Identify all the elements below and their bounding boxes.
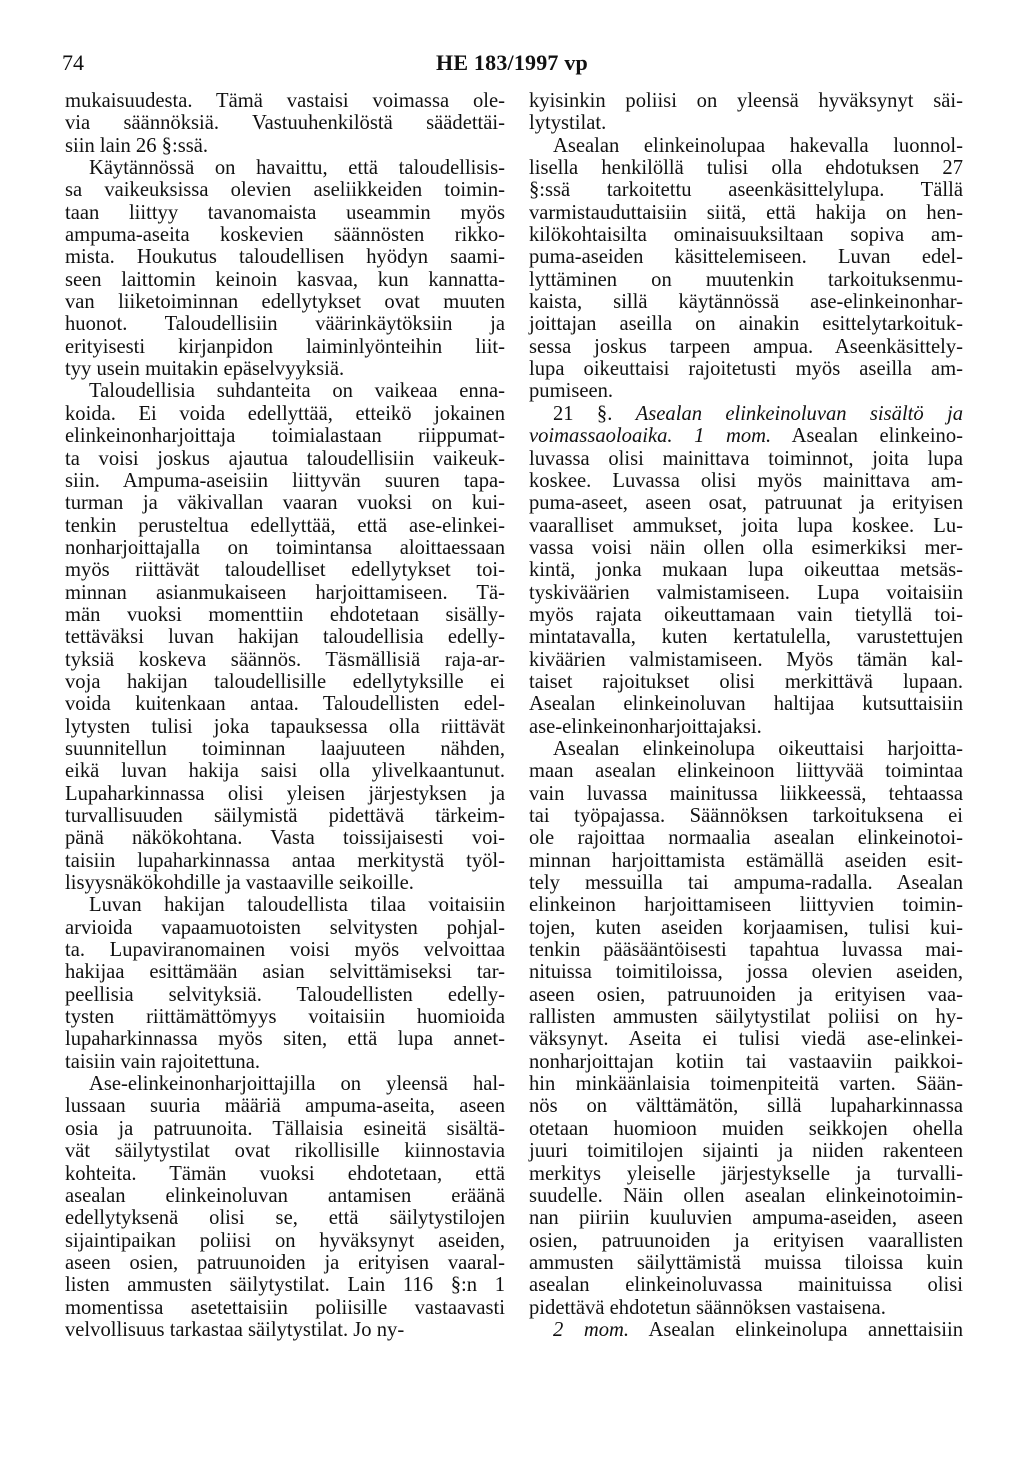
text-line: osien, patruunoiden ja erityisen vaarallisten [529,1229,963,1252]
text-line: tysten riittämättömyys voitaisiin huomioida [65,1006,505,1029]
text-line: pänä näkökohtana. Vasta toissijaisesti voi- [65,827,505,850]
text-line: turvallisuuden säilymistä pidettävä tärkeim- [65,805,505,827]
text-line: ta. Lupaviranomainen voisi myös velvoittaa [65,939,505,962]
moment-text: Asealan elinkeinolupa annettaisiin [648,1318,963,1341]
text-line: seen laittomin keinoin kasvaa, kun kannatta- [65,268,505,291]
text-line: taisiin lupaharkinnassa antaa merkitystä työl- [65,849,505,872]
text-line: sessa joskus tarpeen ampua. Aseenkäsittely- [529,335,963,358]
text-line: joittajan aseilla on ainakin esittelytarkoituk- [529,313,963,336]
text-line: myös rajata oikeuttamaan vain tietyllä toi- [529,603,963,626]
text-line: nituissa toimitiloissa, jossa olevien aseiden, [529,961,963,984]
moment-label: 2 mom. [553,1318,630,1341]
text-line: Käytännössä on havaittu, että taloudellisis- [89,157,505,180]
text-line: nonharjoittajalla on toimintansa aloittaessaan [65,536,505,559]
text-line: minnan asianmukaiseen harjoittamiseen. Tä- [65,581,505,604]
text-line: puma-aseiden käsittelemiseen. Luvan edel- [529,246,963,269]
text-line: Luvan hakijan taloudellista tilaa voitaisiin [89,894,505,917]
text-line: maan asealan elinkeinoon liittyvää toimintaa [529,760,963,783]
text-line: kyisinkin poliisi on yleensä hyväksynyt säi- [529,90,963,112]
text-line: taan liittyy tavanomaista useammin myös [65,201,505,224]
moment-label: 1 mom. [694,425,772,448]
text-line: tojen, kuten aseiden korjaamisen, tulisi kui- [529,916,963,939]
text-line: osia ja patruunoita. Tällaisia esineitä sisältä- [65,1117,505,1140]
text-line: lisyysnäkökohdille ja vastaaville seikoille. [65,872,414,895]
text-line: kohteita. Tämän vuoksi ehdotetaan, että [65,1162,505,1185]
text-line: sijaintipaikan poliisi on hyväksynyt aseiden, [65,1229,505,1252]
text-line: taisiin vain rajoitettuna. [65,1050,261,1073]
text-line: lupa oikeuttaisi rajoitetusti myös aseilla am- [529,358,963,381]
text-line: kintä, jonka mukaan lupa oikeuttaa metsäs- [529,559,963,582]
text-line: asealan elinkeinoluvan antamisen eräänä [65,1184,505,1207]
text-line: via säännöksiä. Vastuuhenkilöstä säädettäi- [65,112,505,135]
section-heading-line [529,403,963,425]
text-line: pidettävä ehdotetun säännöksen vastaisena. [529,1296,886,1319]
text-line: listen ammusten säilytystilat. Lain 116 §:n 1 [65,1274,505,1297]
text-line: juuri toimitilojen sijainti ja niiden rakenteen [529,1140,963,1163]
text-line: tyksiä koskeva säännös. Täsmällisiä raja-ar- [65,648,505,671]
text-line: merkitys yleiselle järjestykselle ja turvalli- [529,1162,963,1185]
text-line: voja hakijan taloudellisille edellytyksille ei [65,670,505,693]
text-line: hakijaa esittämään asian selvittämiseksi tar- [65,961,505,984]
text-line: taiset rajoitukset olisi merkittävä lupaan. [529,670,963,693]
text-line: suudelle. Näin ollen asealan elinkeinotoimin- [529,1184,963,1207]
text-line: pumiseen. [529,380,614,403]
text-line: nan piiriin kuuluvien ampuma-aseiden, aseen [529,1207,963,1230]
text-line: lytysten tulisi joka tapauksessa olla riittävät [65,715,505,738]
text-line: vaaralliset ammukset, joita lupa koskee. Lu- [529,514,963,537]
text-line: vät säilytystilat ovat rikollisille kiinnostavia [65,1140,505,1163]
text-line: voida kuitenkaan antaa. Taloudellisten edel- [65,693,505,716]
section-title-continued: voimassaoloaika. [529,425,673,448]
text-line: velvollisuus tarkastaa säilytystilat. Jo ny- [65,1318,405,1341]
text-line: tely messuilla tai ampuma-radalla. Asealan [529,872,963,895]
section-title: Asealan elinkeinoluvan sisältö ja [635,402,964,425]
text-line: asealan elinkeinoluvassa mainituissa olisi [529,1274,963,1297]
text-line: tyy usein muitakin epäselvyyksiä. [65,358,345,381]
text-line: suunnitellun toiminnan laajuuteen nähden, [65,737,505,760]
text-line: erityisesti kirjanpidon laiminlyönteihin liit- [65,335,505,358]
text-line: Asealan elinkeinoluvan haltijaa kutsuttaisiin [529,693,963,716]
text-line: edellytyksenä olisi se, että säilytystilojen [65,1207,505,1230]
text-line: luvassa olisi mainittava toiminnot, joita lupa [529,447,963,470]
text-line: lussaan suuria määriä ampuma-aseita, aseen [65,1095,505,1118]
text-line: tai työpajassa. Säännöksen tarkoituksena ei [529,805,963,827]
text-line: aseen osien, patruunoiden ja erityisen vaaral- [65,1251,505,1274]
moment-text: Asealan elinkeino- [791,425,964,448]
text-line: mista. Houkutus taloudellisen hyödyn saami- [65,246,505,269]
text-line: otetaan huomioon muiden seikkojen ohella [529,1117,963,1140]
section-heading-line [529,425,963,447]
text-line: vassa voisi näin ollen olla esimerkiksi mer- [529,536,963,559]
text-line: van liiketoiminnan edellytykset ovat muuten [65,291,505,314]
text-line: turman ja väkivallan vaaran vuoksi on kui- [65,492,505,515]
text-line: lupaharkinnassa myös siten, että lupa annet- [65,1028,505,1051]
text-line: kilökohtaisilta ominaisuuksiltaan sopiva am- [529,224,963,247]
text-line: män vuoksi momenttiin ehdotetaan sisälly- [65,603,505,626]
text-line: Lupaharkinnassa olisi yleisen järjestyksen ja [65,782,505,805]
text-line: lisella henkilöllä tulisi olla ehdotuksen 27 [529,157,963,180]
text-line: siin. Ampuma-aseisiin liittyvän suuren tapa- [65,469,505,492]
text-line: rallisten ammusten säilytystilat poliisi on hy- [529,1006,963,1029]
text-line: tenkin pääsääntöisesti tapahtua luvassa mai- [529,939,963,962]
text-line: hin minkäänlaisia toimenpiteitä varten. Sään- [529,1073,963,1096]
text-line: koskee. Luvassa olisi myös mainittava am- [529,469,963,492]
section-number: 21 §. [553,402,613,425]
running-head: HE 183/1997 vp [436,50,588,75]
text-line: elinkeinon harjoittamiseen liittyvien toimin- [529,894,963,917]
text-line: Ase-elinkeinonharjoittajilla on yleensä hal- [89,1073,505,1096]
text-line: ampuma-aseita koskevien säännösten rikko- [65,224,505,247]
moment-2-line [529,1319,963,1341]
text-line: ta voisi joskus ajautua taloudellisiin vaikeuk- [65,447,505,470]
text-line: mintatavalla, kuten kertatulella, varustettujen [529,626,963,649]
text-line: lyttäminen on muutenkin tarkoituksenmu- [529,268,963,291]
left-column [65,90,505,1341]
text-line: lytystilat. [529,112,607,135]
text-line: minnan harjoittamista estämällä aseiden esit- [529,849,963,872]
text-line: mukaisuudesta. Tämä vastaisi voimassa ole- [65,90,505,112]
text-line: §:ssä tarkoitettu aseenkäsittelylupa. Tällä [529,179,963,202]
text-line: väksynyt. Aseita ei tulisi viedä ase-elinkei- [529,1028,963,1051]
text-line: vain luvassa mainitussa liikkeessä, tehtaassa [529,782,963,805]
page-number: 74 [62,50,84,75]
text-line: ole rajoittaa normaalia asealan elinkeinotoi- [529,827,963,850]
text-line: myös riittävät taloudelliset edellytykset toi- [65,559,505,582]
section-21-body [529,448,963,1319]
text-line: tyskiväärien valmistamiseen. Lupa voitaisiin [529,581,963,604]
text-line: peellisia selvityksiä. Taloudellisten edelly- [65,983,505,1006]
text-line: aseen osien, patruunoiden ja erityisen vaa- [529,983,963,1006]
text-line: puma-aseet, aseen osat, patruunat ja erityisen [529,492,963,515]
text-line: kaista, sillä käytännössä ase-elinkeinonhar- [529,291,963,314]
text-line: Asealan elinkeinolupa oikeuttaisi harjoitta- [553,737,963,760]
text-line: Taloudellisia suhdanteita on vaikeaa enna- [89,380,505,403]
text-line: eikä luvan hakija saisi olla ylivelkaantunut. [65,760,505,783]
text-line: nonharjoittajan kotiin tai vastaaviin paikkoi- [529,1050,963,1073]
text-line: momentissa asetettaisiin poliisille vastaavasti [65,1296,505,1319]
text-line: koida. Ei voida edellyttää, etteikö jokainen [65,402,505,425]
text-line: nös on välttämätön, sillä lupaharkinnassa [529,1095,963,1118]
text-line: Asealan elinkeinolupaa hakevalla luonnol- [553,134,963,157]
text-line: ammusten säilyttämistä muissa tiloissa kuin [529,1251,963,1274]
text-line: elinkeinonharjoittaja toimialastaan riippumat- [65,425,505,448]
text-line: huonot. Taloudellisiin väärinkäytöksiin ja [65,313,505,336]
right-column [529,90,963,1341]
text-line: sa vaikeuksissa olevien aseliikkeiden toimin- [65,179,505,202]
text-line: arvioida vapaamuotoisten selvitysten pohjal- [65,916,505,939]
text-line: varmistauduttaisiin siitä, että hakija on hen- [529,201,963,224]
text-line: siin lain 26 §:ssä. [65,134,209,157]
text-line: tenkin perusteltua edellyttää, että ase-elinkei- [65,514,505,537]
text-line: tettäväksi luvan hakijan taloudellisia edelly- [65,626,505,649]
text-line: kiväärien valmistamiseen. Myös tämän kal- [529,648,963,671]
text-line: ase-elinkeinonharjoittajaksi. [529,715,762,738]
